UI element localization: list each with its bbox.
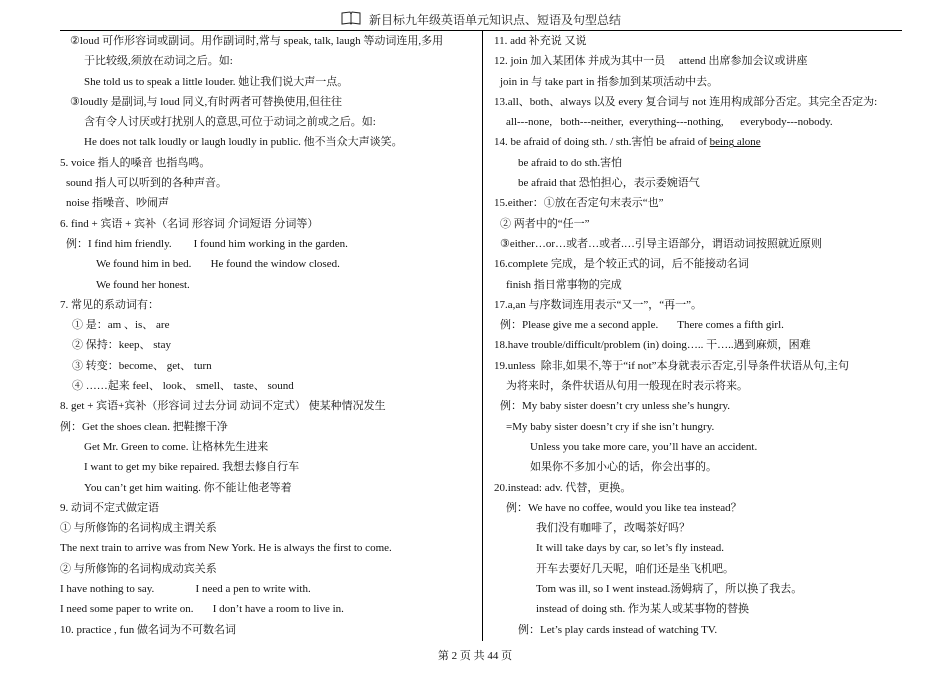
text-line: 7. 常见的系动词有： [60,298,159,311]
text-line: 9. 动词不定式做定语 [60,501,159,514]
text-line: ③either…or…或者…或者.…引导主语部分，谓语动词按照就近原则 [500,237,822,250]
text-line: 例：Let’s play cards instead of watching TV. [518,623,718,636]
text-line: We found him in bed. He found the window closed. [96,258,340,271]
text-line: ① 是：am 、is、 are [72,319,170,332]
text-line: be afraid to do sth.害怕 [518,156,623,169]
text-line: ④ ……起来 feel、 look、 smell、 taste、 sound [72,380,294,393]
text-line: 例：Please give me a second apple. There comes a fifth girl. [500,319,784,332]
text-line: Get Mr. Green to come. 让格林先生进来 [84,440,269,453]
text-line: 含有令人讨厌或打扰别人的意思,可位于动词之前或之后。如: [84,116,376,129]
text-line: I want to get my bike repaired. 我想去修自行车 [84,461,300,474]
text-line: 19.unless 除非,如果不,等于“if not”本身就表示否定,引导条件状语从句,主句 [494,359,850,372]
text-line: 6. find + 宾语 + 宾补（名词 形容词 介词短语 分词等） [60,217,319,230]
text-line: be afraid that 恐怕担心，表示委婉语气 [518,177,700,190]
text-line: We found her honest. [96,278,190,291]
text-line: finish 指日常事物的完成 [506,278,622,291]
text-line: 15.either：①放在否定句末表示“也” [494,197,664,210]
book-icon [341,11,361,31]
text-line: 例：My baby sister doesn’t cry unless she’s hungry. [500,400,731,413]
text-line: 20.instead: adv. 代替，更换。 [494,481,632,494]
text-line: instead of doing sth. 作为某人或某事物的替换 [536,603,749,616]
text-line: 我们没有咖啡了，改喝茶好吗？ [536,522,690,535]
text-line: ②loud 可作形容词或副词。用作副词时,常与 speak, talk, laugh 等动词连用,多用 [70,35,444,47]
text-line: It will take days by car, so let’s fly instead. [536,542,725,555]
text-line: I need some paper to write on. I don’t have a room to live in. [60,603,344,616]
text-line: sound 指人可以听到的各种声音。 [66,177,228,190]
text-line: 11. add 补充说 又说 [494,35,587,47]
text-line: 17.a,an 与序数词连用表示“又一”，“再一”。 [494,298,703,311]
text-line: 于比较级,须放在动词之后。如: [84,55,233,68]
page-header [60,10,902,30]
left-column [60,31,476,640]
text-line: 10. practice , fun 做名词为不可数名词 [60,623,236,636]
text-line: ② 保持：keep、 stay [72,339,171,352]
text-line: 如果你不多加小心的话，你会出事的。 [530,461,717,474]
header-title: 新目标九年级英语单元知识点、短语及句型总结 [368,13,621,27]
text-line: =My baby sister doesn’t cry if she isn’t hungry. [506,420,715,433]
text-line: join in 与 take part in 指参加到某项活动中去。 [500,75,719,88]
text-line: 16.complete 完成，是个较正式的词，后不能接动名词 [494,258,749,271]
text-line: ① 与所修饰的名词构成主谓关系 [60,522,217,535]
text-line: 18.have trouble/difficult/problem (in) doing….. 干…..遇到麻烦，困难 [494,339,811,352]
text-line: ③ 转变：become、 get、 turn [72,359,212,372]
text-line: ② 与所修饰的名词构成动宾关系 [60,562,217,575]
text-line: 12. join 加入某团体 并成为其中一员 attend 出席参加会议或讲座 [494,55,808,68]
text-line: The next train to arrive was from New York. He is always the first to come. [60,542,392,555]
text-line: 14. be afraid of doing sth. / sth.害怕 be afraid of being alone [494,136,761,149]
text-line: I have nothing to say. I need a pen to write with. [60,583,311,596]
text-line: 例：I find him friendly. I found him working in the garden. [66,237,348,250]
page-footer: 第 2 页 共 44 页 [437,650,513,662]
text-line: Tom was ill, so I went instead.汤姆病了，所以换了我去。 [536,583,803,596]
text-line: ② 两者中的“任一” [500,217,590,230]
text-line: You can’t get him waiting. 你不能让他老等着 [84,481,292,494]
text-line: 13.all、both、always 以及 every 复合词与 not 连用构成部分否定。其完全否定为: [494,95,878,108]
text-line: She told us to speak a little louder. 她让我们说大声一点。 [84,75,349,88]
underlined-text: being alone [709,136,761,149]
text-line: noise 指噪音、吵闹声 [66,197,169,210]
text-line: 5. voice 指人的嗓音 也指鸟鸣。 [60,156,211,169]
text-line: all---none, both---neither, everything---nothing, everybody---nobody. [506,116,833,129]
column-divider [482,31,483,641]
text-line: 例：Get the shoes clean. 把鞋擦干净 [60,420,228,433]
text-line: 为将来时，条件状语从句用一般现在时表示将来。 [506,380,748,393]
text-line: Unless you take more care, you’ll have an accident. [530,440,758,453]
text-line: 例：We have no coffee, would you like tea instead？ [506,501,742,514]
right-column [494,31,906,640]
text-line: ③loudly 是副词,与 loud 同义,有时两者可替换使用,但往往 [70,95,343,108]
text-line: 8. get + 宾语+宾补（形容词 过去分词 动词不定式） 使某种情况发生 [60,400,386,413]
text-line: He does not talk loudly or laugh loudly in public. 他不当众大声谈笑。 [84,136,403,149]
text-line: 开车去要好几天呢，咱们还是坐飞机吧。 [536,562,734,575]
